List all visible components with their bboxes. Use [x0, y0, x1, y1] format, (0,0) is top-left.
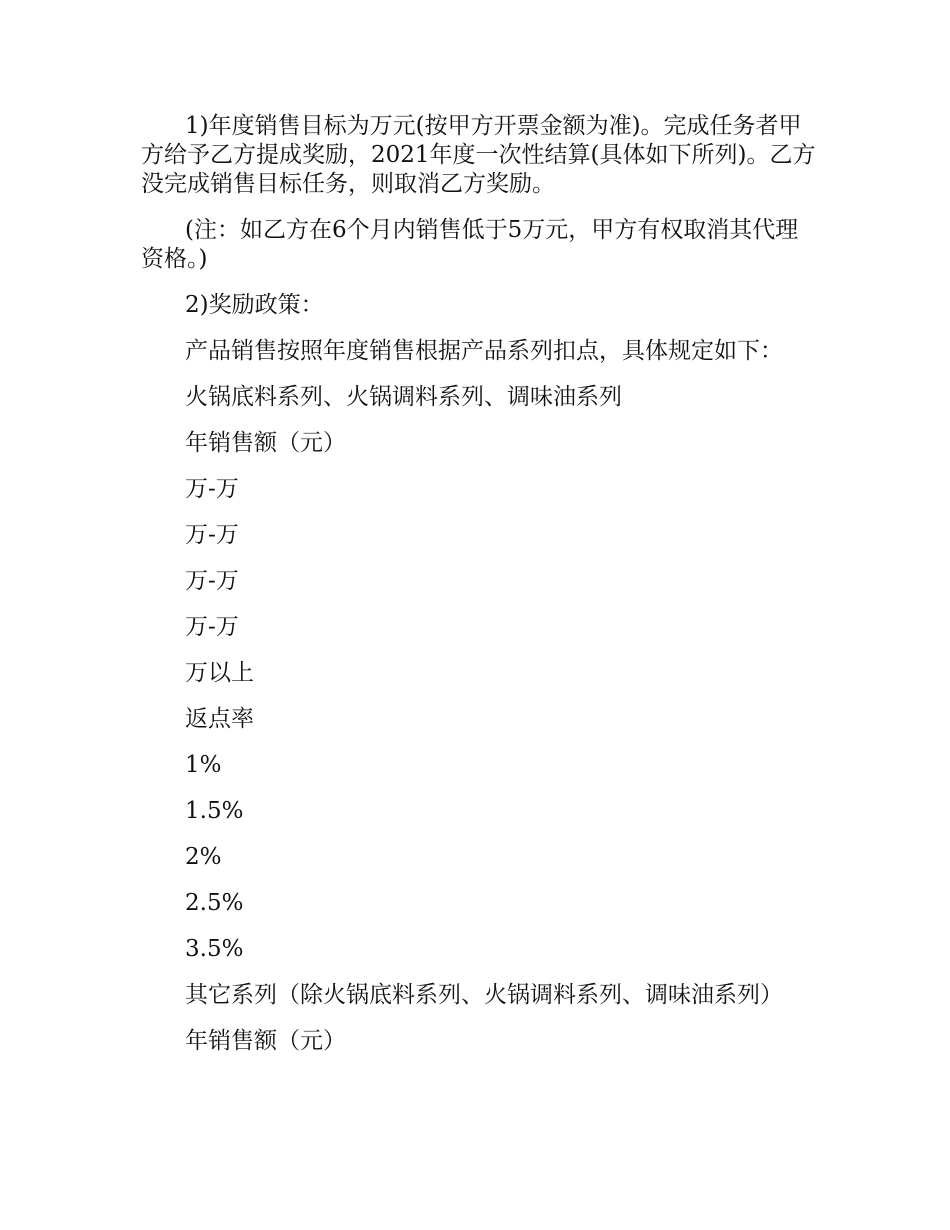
rebate-rate-2: 1.5% — [185, 798, 244, 824]
sales-range-2: 万-万 — [185, 522, 239, 548]
paragraph-series-hotpot: 火锅底料系列、火锅调料系列、调味油系列 — [185, 384, 622, 410]
sales-range-5: 万以上 — [185, 660, 254, 686]
spacer — [141, 596, 821, 613]
rebate-rate-5: 3.5% — [185, 936, 244, 962]
rebate-rate-3: 2% — [185, 844, 222, 870]
paragraph-note: (注：如乙方在6个月内销售低于5万元，甲方有权取消其代理资格。) — [141, 217, 799, 272]
spacer — [141, 734, 821, 751]
paragraph-rebate-rule: 产品销售按照年度销售根据产品系列扣点，具体规定如下： — [185, 338, 783, 364]
spacer — [141, 872, 821, 889]
spacer — [141, 504, 821, 521]
spacer — [141, 458, 821, 475]
spacer — [141, 964, 821, 981]
spacer — [141, 274, 821, 291]
spacer — [141, 1010, 821, 1027]
spacer — [141, 320, 821, 337]
paragraph-series-other: 其它系列（除火锅底料系列、火锅调料系列、调味油系列） — [185, 982, 783, 1008]
paragraph-sales-target: 1)年度销售目标为万元(按甲方开票金额为准)。完成任务者甲方给予乙方提成奖励，2021年度一次性结算(具体如下所列)。乙方没完成销售目标任务，则取消乙方奖励。 — [141, 113, 816, 197]
spacer — [141, 688, 821, 705]
sales-range-4: 万-万 — [185, 614, 239, 640]
spacer — [141, 199, 821, 216]
document-page — [141, 112, 821, 1056]
spacer — [141, 780, 821, 797]
label-rebate-rate: 返点率 — [185, 706, 254, 732]
spacer — [141, 366, 821, 383]
spacer — [141, 918, 821, 935]
sales-range-1: 万-万 — [185, 476, 239, 502]
spacer — [141, 412, 821, 429]
paragraph-reward-policy: 2)奖励政策： — [185, 292, 324, 318]
spacer — [141, 550, 821, 567]
spacer — [141, 826, 821, 843]
label-annual-sales: 年销售额（元） — [185, 430, 346, 456]
spacer — [141, 642, 821, 659]
rebate-rate-4: 2.5% — [185, 890, 244, 916]
sales-range-3: 万-万 — [185, 568, 239, 594]
label-annual-sales-other: 年销售额（元） — [185, 1028, 346, 1054]
rebate-rate-1: 1% — [185, 752, 222, 778]
